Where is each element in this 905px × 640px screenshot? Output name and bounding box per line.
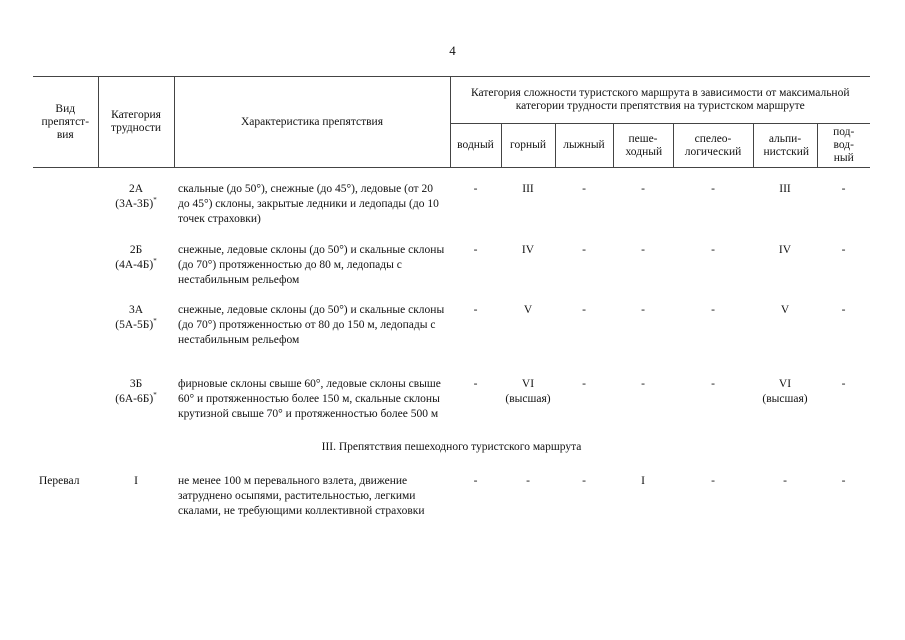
difficulty-category <box>98 377 174 440</box>
footnote-mark: * <box>153 317 157 326</box>
value-cell: VI (высшая) <box>505 378 551 405</box>
value-cell: V <box>780 304 790 316</box>
category-label: 2А <box>128 183 144 195</box>
header-route-type: пеше-ходный <box>613 124 673 168</box>
value-cell: - <box>473 304 478 316</box>
value-cell: - <box>711 378 715 390</box>
table-header <box>33 77 870 168</box>
category-label: 3Б <box>129 378 143 390</box>
value-cell: - <box>582 475 586 487</box>
category-alt: (3А-3Б)* <box>115 196 157 210</box>
value-cell: - <box>711 304 715 316</box>
header-characteristic: Характеристика препятствия <box>174 77 450 168</box>
header-route-type: водный <box>450 124 501 168</box>
value-cell: - <box>582 378 586 390</box>
section-title: III. Препятствия пешеходного туристского маршрута <box>321 441 582 453</box>
obstacle-type <box>33 303 98 377</box>
page-number: 4 <box>449 43 456 58</box>
footnote-mark: * <box>153 391 157 400</box>
table-row <box>33 182 870 243</box>
header-route-type: под-вод-ный <box>817 124 870 168</box>
obstacle-type: Перевал <box>39 475 80 487</box>
value-cell: III <box>779 183 791 195</box>
obstacle-type <box>33 377 98 440</box>
value-cell: VI (высшая) <box>753 377 817 440</box>
value-cell: - <box>641 304 645 316</box>
value-cell: - <box>526 475 530 487</box>
category-alt: (4А-4Б)* <box>115 257 157 271</box>
value-cell: III <box>522 183 534 195</box>
header-route-type: горный <box>501 124 555 168</box>
value-cell: - <box>582 304 586 316</box>
value-cell: - <box>473 183 478 195</box>
obstacle-description: фирновые склоны свыше 60°, ледовые склоны свыше 60° и протяженностью более 150 м, скальные склоны крутизной свыше 70° и протяженностью более 500 м <box>178 378 441 420</box>
table-row <box>33 472 870 538</box>
table-row <box>33 377 870 440</box>
value-note: (высшая) <box>762 393 808 405</box>
category-alt: (6А-6Б)* <box>115 391 157 405</box>
value-cell: - <box>641 378 645 390</box>
category-label: 3А <box>128 304 144 316</box>
header-difficulty: Категория трудности <box>98 77 174 168</box>
category-alt: (5А-5Б)* <box>115 317 157 331</box>
value-cell: - <box>473 244 478 256</box>
value-cell: - <box>711 183 715 195</box>
value-cell: - <box>841 475 846 487</box>
value-cell: - <box>582 244 586 256</box>
value-cell: IV <box>778 244 792 256</box>
value-cell: - <box>841 244 846 256</box>
footnote-mark: * <box>153 257 157 266</box>
value-cell: - <box>582 183 586 195</box>
difficulty-category <box>98 182 174 243</box>
value-cell: IV <box>521 244 535 256</box>
header-route-type: спелео-логический <box>673 124 753 168</box>
value-note: (высшая) <box>505 393 551 405</box>
value-cell: - <box>473 475 478 487</box>
value-cell: - <box>783 475 787 487</box>
table-row <box>33 243 870 303</box>
header-route-type: альпи-нистский <box>753 124 817 168</box>
header-route-group: Категория сложности туристского маршрута в зависимости от максимальной категории трудности препятствия на туристском маршруте <box>450 77 870 124</box>
obstacle-description: снежные, ледовые склоны (до 50°) и скальные склоны (до 70°) протяженностью до 80 м, ледопады с нестабильным рельефом <box>178 244 445 286</box>
difficulty-category <box>98 303 174 377</box>
value-cell: - <box>641 183 645 195</box>
value-cell: - <box>841 304 846 316</box>
difficulty-category: I <box>134 475 138 487</box>
header-obstacle-type: Вид препятст-вия <box>33 77 98 168</box>
value-cell: - <box>473 378 478 390</box>
obstacle-description: снежные, ледовые склоны (до 50°) и скальные склоны (до 70°) протяженностью от 80 до 150 м, ледопады с нестабильным рельефом <box>178 304 445 346</box>
obstacle-description: не менее 100 м перевального взлета, движение затруднено осыпями, растительностью, легкими скалами, не требующими коллективной страховки <box>178 475 425 517</box>
difficulty-category <box>98 243 174 303</box>
value-cell: - <box>841 378 846 390</box>
obstacle-type <box>33 243 98 303</box>
category-label: 2Б <box>129 244 143 256</box>
obstacle-table <box>33 76 870 538</box>
value-cell: - <box>711 475 715 487</box>
footnote-mark: * <box>153 196 157 205</box>
value-cell: - <box>841 183 846 195</box>
value-cell: I <box>641 475 645 487</box>
header-route-type: лыжный <box>555 124 613 168</box>
value-cell: - <box>711 244 715 256</box>
value-cell: - <box>641 244 645 256</box>
obstacle-type <box>33 182 98 243</box>
obstacle-description: скальные (до 50°), снежные (до 45°), ледовые (от 20 до 45°) склоны, закрытые ледники и ледопады (до 10 точек страховки) <box>178 183 439 225</box>
value-cell: V <box>523 304 533 316</box>
table-row <box>33 303 870 377</box>
section-heading-row <box>33 440 870 472</box>
